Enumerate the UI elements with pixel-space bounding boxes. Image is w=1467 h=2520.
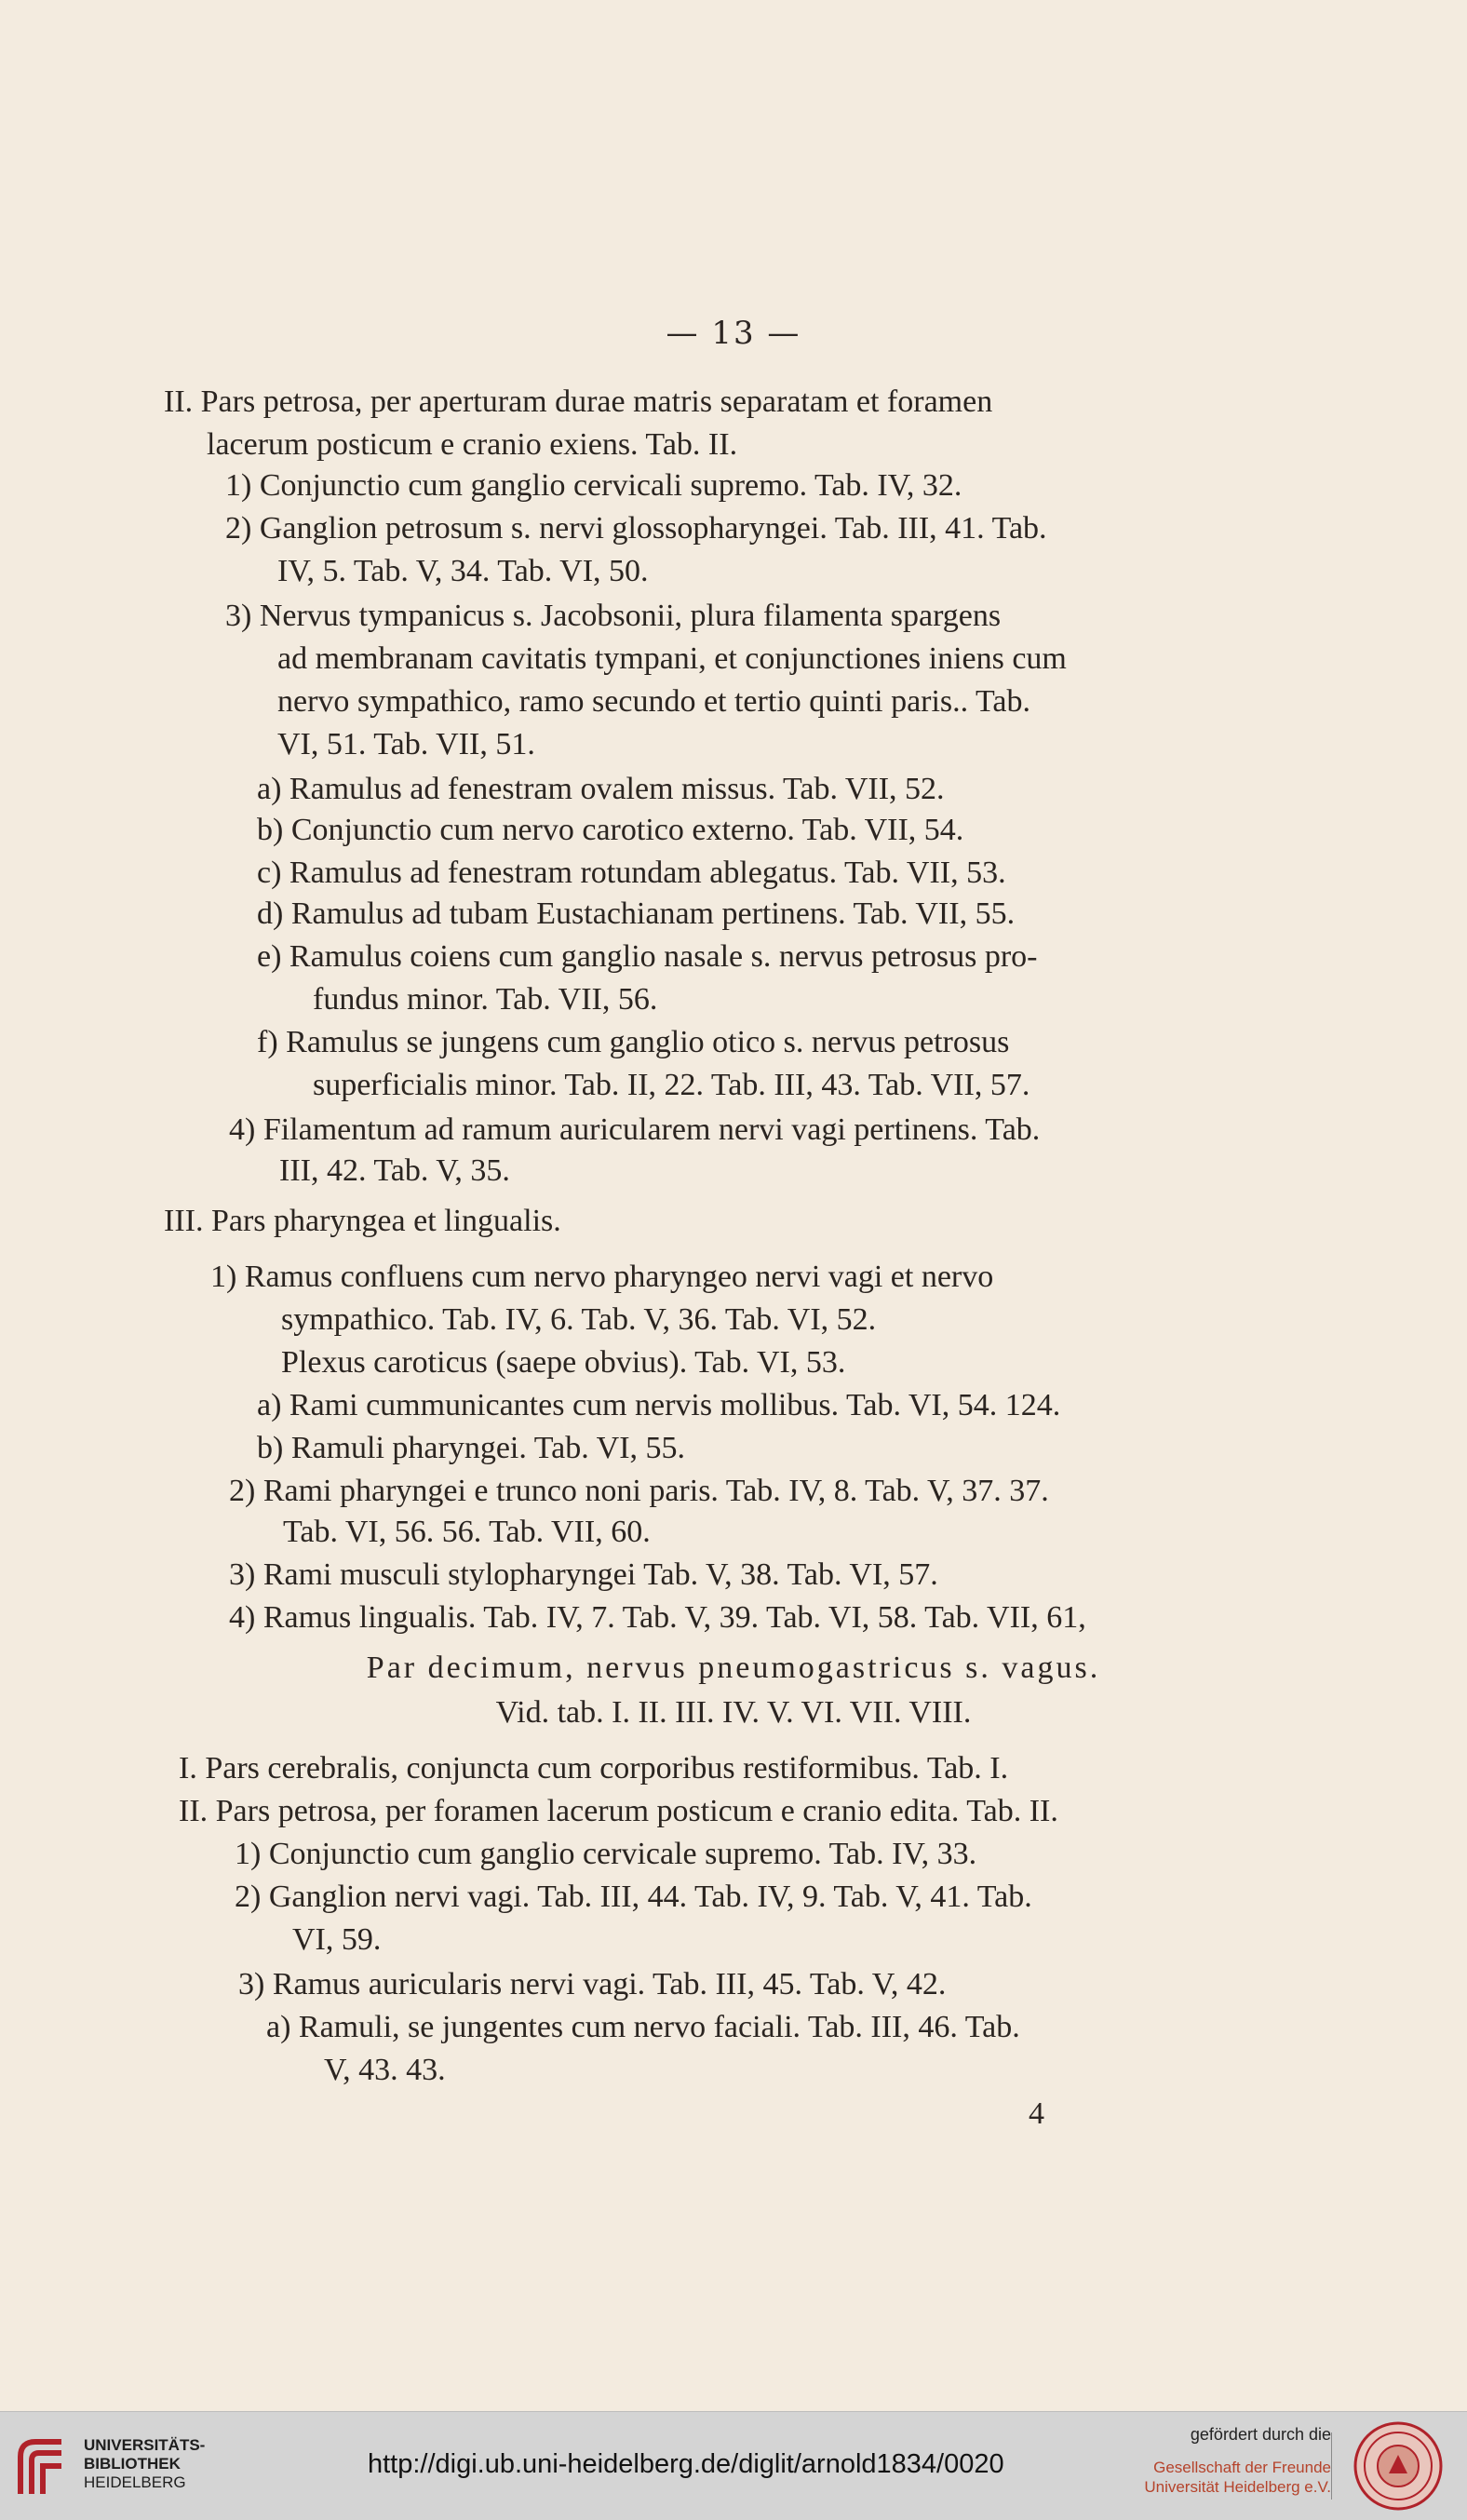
text-line: Tab. VI, 56. 56. Tab. VII, 60.: [283, 1515, 651, 1549]
viewer-footer: [0, 2411, 1467, 2520]
text-line: nervo sympathico, ramo secundo et tertio quinti paris.. Tab.: [277, 684, 1031, 719]
text-line: 1) Conjunctio cum ganglio cervicali supremo. Tab. IV, 32.: [225, 468, 962, 503]
text-line: 2) Ganglion nervi vagi. Tab. III, 44. Tab. IV, 9. Tab. V, 41. Tab.: [235, 1880, 1032, 1914]
text-line: II. Pars petrosa, per foramen lacerum posticum e cranio edita. Tab. II.: [179, 1794, 1058, 1828]
university-seal-icon: [1352, 2419, 1445, 2513]
text-line: e) Ramulus coiens cum ganglio nasale s. nervus petrosus pro-: [257, 939, 1038, 974]
section-reference: Vid. tab. I. II. III. IV. V. VI. VII. VIII.: [495, 1695, 972, 1730]
text-line: 4) Ramus lingualis. Tab. IV, 7. Tab. V, 39. Tab. VI, 58. Tab. VII, 61,: [229, 1600, 1086, 1635]
text-line: III. Pars pharyngea et lingualis.: [164, 1204, 561, 1238]
text-line: 1) Conjunctio cum ganglio cervicale supremo. Tab. IV, 33.: [235, 1837, 977, 1871]
text-line: a) Ramulus ad fenestram ovalem missus. Tab. VII, 52.: [257, 772, 945, 806]
section-heading: Par decimum, nervus pneumogastricus s. vagus.: [366, 1651, 1101, 1685]
text-line: d) Ramulus ad tubam Eustachianam pertinens. Tab. VII, 55.: [257, 896, 1016, 931]
text-line: lacerum posticum e cranio exiens. Tab. II.: [207, 427, 738, 462]
text-line: sympathico. Tab. IV, 6. Tab. V, 36. Tab. VI, 52.: [281, 1302, 877, 1337]
text-line: ad membranam cavitatis tympani, et conjunctiones iniens cum: [277, 641, 1067, 676]
text-line: 3) Nervus tympanicus s. Jacobsonii, plura filamenta spargens: [225, 599, 1002, 633]
sponsor-credit: gefördert durch die Gesellschaft der Freunde Universität Heidelberg e.V.: [1144, 2425, 1331, 2496]
text-line: I. Pars cerebralis, conjuncta cum corporibus restiformibus. Tab. I.: [179, 1751, 1009, 1786]
text-line: fundus minor. Tab. VII, 56.: [313, 982, 658, 1017]
document-url-link[interactable]: http://digi.ub.uni-heidelberg.de/diglit/arnold1834/0020: [368, 2449, 1004, 2479]
library-logo-icon: [15, 2432, 69, 2500]
text-line: 3) Rami musculi stylopharyngei Tab. V, 38. Tab. VI, 57.: [229, 1557, 938, 1592]
text-line: b) Ramuli pharyngei. Tab. VI, 55.: [257, 1431, 686, 1465]
text-line: a) Ramuli, se jungentes cum nervo faciali. Tab. III, 46. Tab.: [266, 2010, 1020, 2044]
text-line: II. Pars petrosa, per aperturam durae matris separatam et foramen: [164, 384, 993, 419]
text-line: f) Ramulus se jungens cum ganglio otico s. nervus petrosus: [257, 1025, 1010, 1059]
signature-mark: 4: [1029, 2096, 1044, 2131]
footer-divider: [1331, 2432, 1332, 2500]
text-line: 2) Rami pharyngei e trunco noni paris. Tab. IV, 8. Tab. V, 37. 37.: [229, 1474, 1049, 1508]
library-name: UNIVERSITÄTS- BIBLIOTHEK HEIDELBERG: [84, 2436, 206, 2491]
text-line: 4) Filamentum ad ramum auricularem nervi vagi pertinens. Tab.: [229, 1112, 1041, 1147]
text-line: b) Conjunctio cum nervo carotico externo. Tab. VII, 54.: [257, 813, 964, 847]
text-line: V, 43. 43.: [324, 2053, 446, 2087]
text-line: superficialis minor. Tab. II, 22. Tab. III, 43. Tab. VII, 57.: [313, 1068, 1030, 1102]
text-line: VI, 59.: [292, 1922, 382, 1957]
text-line: a) Rami cummunicantes cum nervis mollibus. Tab. VI, 54. 124.: [257, 1388, 1061, 1422]
text-line: IV, 5. Tab. V, 34. Tab. VI, 50.: [277, 554, 649, 588]
text-line: III, 42. Tab. V, 35.: [279, 1153, 510, 1188]
text-line: c) Ramulus ad fenestram rotundam ablegatus. Tab. VII, 53.: [257, 856, 1006, 890]
text-line: Plexus caroticus (saepe obvius). Tab. VI, 53.: [281, 1345, 846, 1380]
text-line: 3) Ramus auricularis nervi vagi. Tab. III, 45. Tab. V, 42.: [238, 1967, 947, 2001]
text-line: 1) Ramus confluens cum nervo pharyngeo nervi vagi et nervo: [210, 1260, 994, 1294]
text-line: 2) Ganglion petrosum s. nervi glossopharyngei. Tab. III, 41. Tab.: [225, 511, 1047, 546]
text-line: VI, 51. Tab. VII, 51.: [277, 727, 535, 761]
page-number: — 13 —: [666, 315, 801, 352]
